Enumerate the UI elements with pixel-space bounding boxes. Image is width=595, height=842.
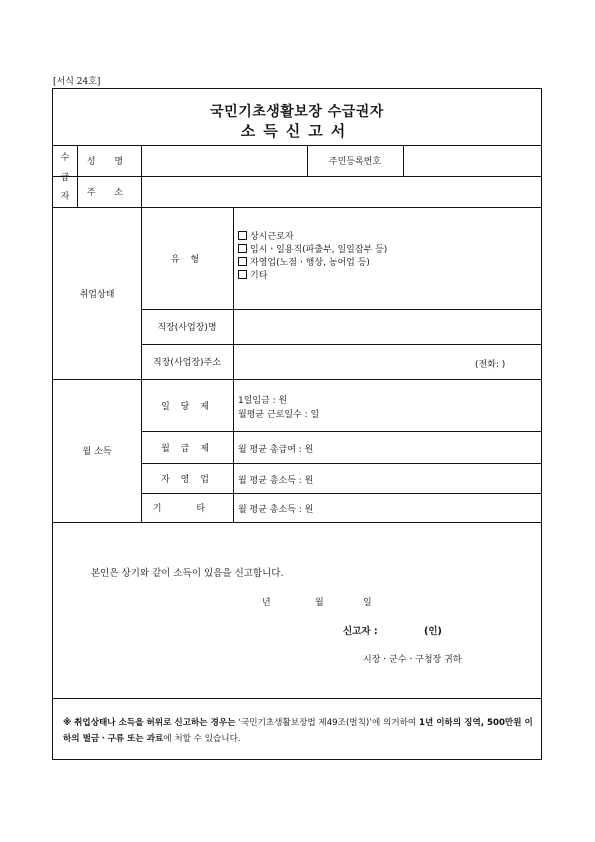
monthly-salary-field[interactable]: 월 평균 총급여 : 원 [238,445,314,455]
workplace-address-field[interactable] [233,344,463,379]
employment-group-label: 취업상태 [79,289,115,300]
checkbox[interactable] [238,257,247,266]
declaration-statement: 본인은 상기와 같이 소득이 있음을 신고합니다. [91,568,284,579]
resident-id-field[interactable] [403,145,541,176]
self-employed-label: 자 영 업 [161,474,213,485]
option-other[interactable]: 기타 [238,268,267,281]
form-title: 국민기초생활보장 수급권자 [210,104,384,120]
income-group-label: 월 소득 [82,447,112,457]
name-label: 성 명 [86,157,132,167]
daily-wage-field[interactable]: 1일임금 : 원 [238,396,288,406]
phone-field[interactable]: (전화: ) [475,360,506,370]
resident-id-label: 주민등록번호 [328,157,382,167]
date-day[interactable]: 일 [363,598,372,608]
date-year[interactable]: 년 [262,598,271,608]
addressee: 시장ㆍ군수ㆍ구청장 귀하 [363,655,462,665]
form-number: [서식 24호] [53,77,101,87]
seal-mark: (인) [424,626,442,637]
report-form [52,88,542,760]
recipient-group-label: 수 급 자 [60,153,70,202]
checkbox[interactable] [238,244,247,253]
divider [53,698,541,699]
address-field[interactable] [141,176,541,207]
reporter-label: 신고자 : [343,626,378,637]
other-income-field[interactable]: 월 평균 총소득 : 원 [238,505,314,515]
option-regular-worker[interactable]: 상시근로자 [238,229,293,242]
divider [53,522,541,523]
address-label: 주 소 [86,188,132,198]
daily-wage-label: 일 당 제 [161,401,213,412]
monthly-salary-label: 월 급 제 [161,443,213,454]
workplace-name-label: 직장(사업장)명 [157,323,217,333]
date-month[interactable]: 월 [315,598,324,608]
working-days-field[interactable]: 월평균 근로일수 : 일 [238,410,320,420]
other-income-label: 기 타 [152,504,222,514]
workplace-address-label: 직장(사업장)주소 [153,358,221,368]
name-field[interactable] [141,145,307,176]
workplace-name-field[interactable] [233,309,541,344]
checkbox[interactable] [238,231,247,240]
self-employed-income-field[interactable]: 월 평균 총소득 : 원 [238,476,314,486]
option-temporary-worker[interactable]: 임시ㆍ일용직(파출부, 일일잡부 등) [238,242,387,255]
option-self-employed[interactable]: 자영업(노점ㆍ행상, 농어업 등) [238,255,370,268]
legal-notice: ※ 취업상태나 소득을 허위로 신고하는 경우는 ‘국민기초생활보장법 제49조(벌칙)’에 의거하여 1년 이하의 징역, 500만원 이하의 벌금ㆍ구류 또는 과료에 처할 수 있습니다. [63,718,533,744]
checkbox[interactable] [238,270,247,279]
form-subtitle: 소득신고서 [240,122,354,140]
employment-type-label: 유 형 [170,254,204,265]
